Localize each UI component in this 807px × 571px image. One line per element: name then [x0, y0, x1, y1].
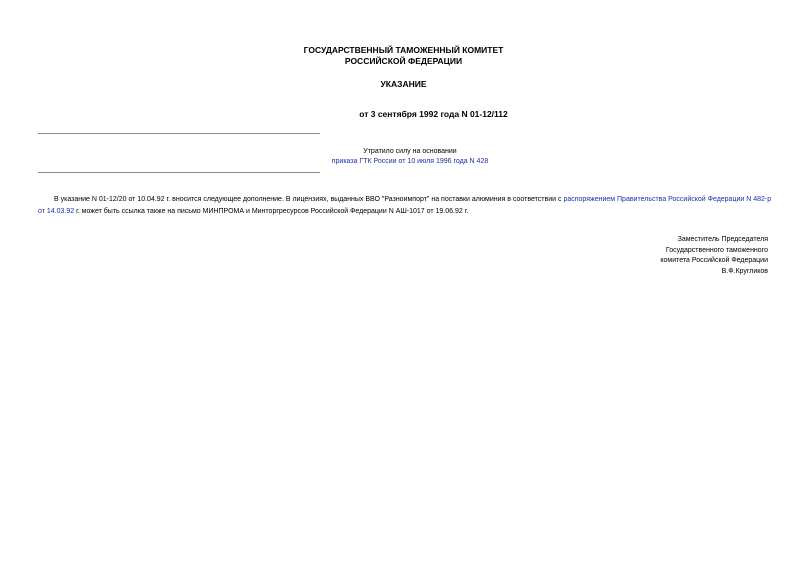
authority-line-2: РОССИЙСКОЙ ФЕДЕРАЦИИ	[344, 56, 463, 66]
signer-position-line-2: Государственного таможенного	[665, 246, 768, 254]
signer-name: В.Ф.Кругликов	[721, 267, 768, 275]
authority-line-1: ГОСУДАРСТВЕННЫЙ ТАМОЖЕННЫЙ КОМИТЕТ	[303, 45, 504, 55]
issuing-authority	[0, 45, 807, 67]
government-order-link[interactable]: распоряжением Правительства Российской Федерации N 482-р от 14.03.92	[38, 196, 772, 215]
document-date-number: от 3 сентября 1992 года N 01-12/112	[359, 109, 508, 119]
document-body	[38, 194, 773, 218]
repeal-order-link[interactable]: приказа ГТК России от 10 июля 1996 года N 428	[331, 158, 489, 165]
body-text-part-2: г. может быть ссылка также на письмо МИНПРОМА и Минторгресурсов Российской Федерации N АШ-1017 от 19.06.92 г.	[74, 208, 469, 215]
divider-top	[38, 133, 320, 134]
body-text-part-1: В указание N 01-12/20 от 10.04.92 г. вносится следующее дополнение. В лицензиях, выданных ВВО "Разноимпорт" на поставки алюминия в соответствии с	[54, 196, 564, 203]
signer-position-line-1: Заместитель Председателя	[677, 236, 768, 243]
validity-note: Утратило силу на основании	[363, 148, 457, 155]
signer-position-line-3: комитета Российской Федерации	[660, 257, 768, 264]
document-type: УКАЗАНИЕ	[380, 79, 427, 89]
divider-bottom	[38, 172, 320, 173]
signature-block	[660, 235, 768, 277]
